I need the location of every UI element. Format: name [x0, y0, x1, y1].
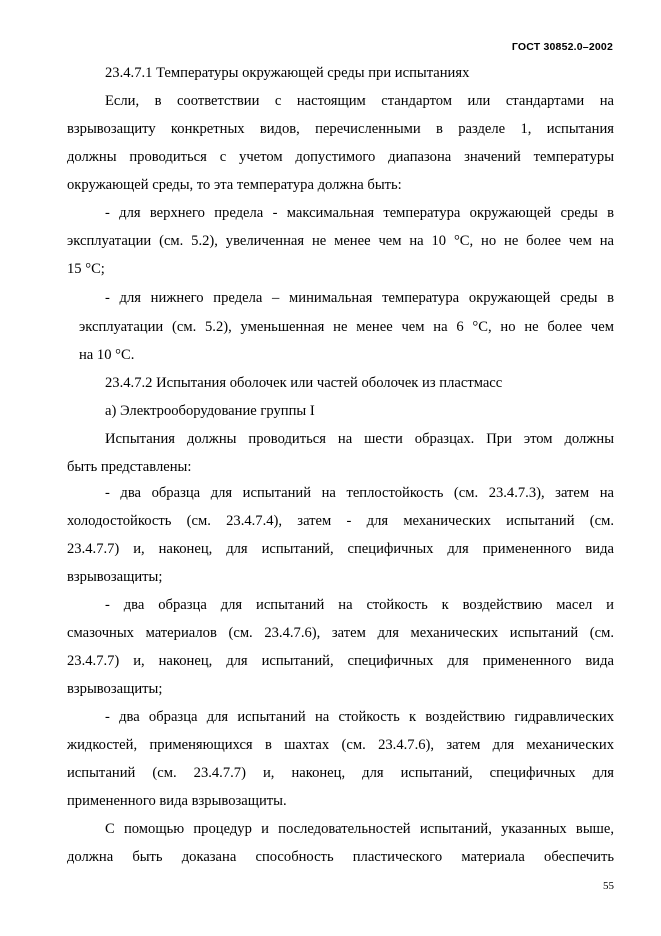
- text-line: на 10 °С.: [79, 347, 135, 363]
- list-item-upper-limit: - для верхнего предела - максимальная температура окружающей среды в: [105, 205, 614, 221]
- text-line: С помощью процедур и последовательностей испытаний, указанных выше,: [105, 821, 614, 837]
- text-line: должна быть доказана способность пластического материала обеспечить: [67, 849, 614, 865]
- text-line: взрывозащиту конкретных видов, перечисленными в разделе 1, испытания: [67, 121, 614, 137]
- text-line: быть представлены:: [67, 459, 192, 475]
- text-line: 15 °С;: [67, 261, 105, 277]
- list-item-hydraulic: - два образца для испытаний на стойкость к воздействию гидравлических: [105, 709, 614, 725]
- page-number: 55: [603, 880, 614, 892]
- text-line: жидкостей, применяющихся в шахтах (см. 23.4.7.6), затем для механических: [67, 737, 614, 753]
- subsection-heading-a: а) Электрооборудование группы I: [105, 403, 315, 419]
- section-heading-23-4-7-2: 23.4.7.2 Испытания оболочек или частей оболочек из пластмасс: [105, 375, 503, 391]
- list-item-heat-cold: - два образца для испытаний на теплостойкость (см. 23.4.7.3), затем на: [105, 485, 614, 501]
- text-line: испытаний (см. 23.4.7.7) и, наконец, для испытаний, специфичных для: [67, 765, 614, 781]
- text-line: 23.4.7.7) и, наконец, для испытаний, специфичных для примененного вида: [67, 541, 614, 557]
- text-line: 23.4.7.7) и, наконец, для испытаний, специфичных для примененного вида: [67, 653, 614, 669]
- text-line: взрывозащиты;: [67, 569, 163, 585]
- document-code-header: ГОСТ 30852.0–2002: [511, 41, 613, 53]
- text-line: холодостойкость (см. 23.4.7.4), затем - для механических испытаний (см.: [67, 513, 614, 529]
- list-item-oils: - два образца для испытаний на стойкость к воздействию масел и: [105, 597, 614, 613]
- text-line: взрывозащиты;: [67, 681, 163, 697]
- text-line: эксплуатации (см. 5.2), уменьшенная не менее чем на 6 °С, но не более чем: [79, 319, 614, 335]
- list-item-lower-limit: - для нижнего предела – минимальная температура окружающей среды в: [105, 290, 614, 306]
- text-line: окружающей среды, то эта температура должна быть:: [67, 177, 402, 193]
- section-heading-23-4-7-1: 23.4.7.1 Температуры окружающей среды при испытаниях: [105, 65, 470, 81]
- text-line: Испытания должны проводиться на шести образцах. При этом должны: [105, 431, 614, 447]
- text-line: должны проводиться с учетом допустимого диапазона значений температуры: [67, 149, 614, 165]
- text-line: эксплуатации (см. 5.2), увеличенная не менее чем на 10 °С, но не более чем на: [67, 233, 614, 249]
- text-line: Если, в соответствии с настоящим стандартом или стандартами на: [105, 93, 614, 109]
- text-line: примененного вида взрывозащиты.: [67, 793, 287, 809]
- text-line: смазочных материалов (см. 23.4.7.6), затем для механических испытаний (см.: [67, 625, 614, 641]
